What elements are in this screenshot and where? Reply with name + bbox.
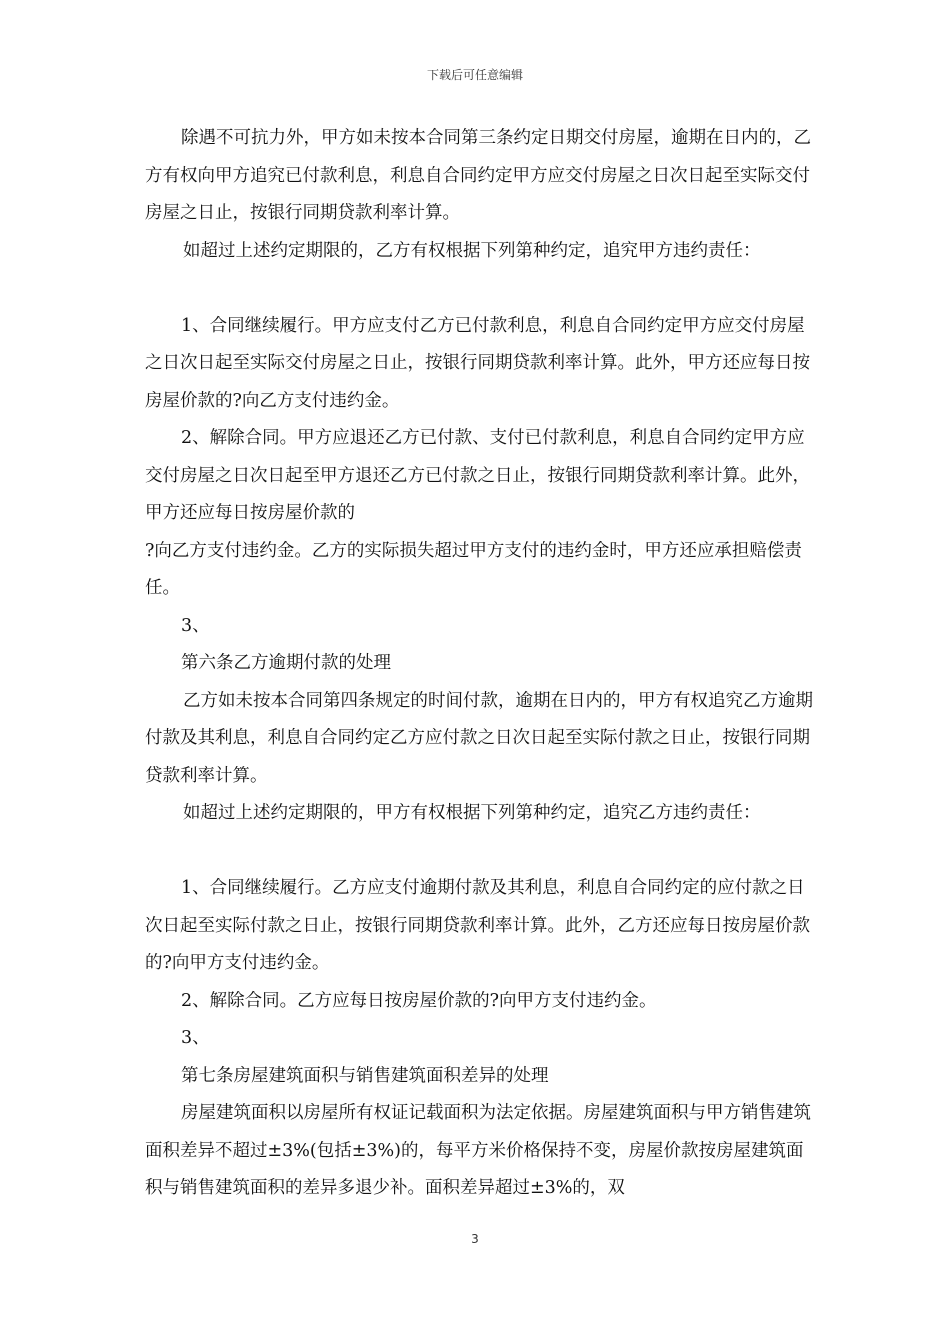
paragraph-seller-option-2: 2、解除合同。甲方应退还乙方已付款、支付已付款利息，利息自合同约定甲方应交付房屋之日次日起至甲方退还乙方已付款之日止，按银行同期贷款利率计算。此外，甲方还应每日按房屋价款的 xyxy=(145,428,810,523)
paragraph-buyer-option-1: 1、合同继续履行。乙方应支付逾期付款及其利息，利息自合同约定的应付款之日次日起至实际付款之日止，按银行同期贷款利率计算。此外，乙方还应每日按房屋价款的?向甲方支付违约金。 xyxy=(145,878,810,973)
paragraph-seller-option-3: 3、 xyxy=(181,615,210,636)
page-number: 3 xyxy=(471,1232,479,1246)
paragraph-buyer-option-3: 3、 xyxy=(181,1028,210,1048)
paragraph-buyer-breach-intro: 如超过上述约定期限的，甲方有权根据下列第种约定，追究乙方违约责任： xyxy=(183,803,761,823)
paragraph-seller-breach-intro: 如超过上述约定期限的，乙方有权根据下列第种约定，追究甲方违约责任： xyxy=(183,240,761,261)
paragraph-seller-option-2-cont: ?向乙方支付违约金。乙方的实际损失超过甲方支付的违约金时，甲方还应承担赔偿责任。 xyxy=(145,540,802,598)
page-header: 下载后可任意编辑 xyxy=(426,68,523,82)
paragraph-seller-option-1: 1、合同继续履行。甲方应支付乙方已付款利息，利息自合同约定甲方应交付房屋之日次日起至实际交付房屋之日止，按银行同期贷款利率计算。此外，甲方还应每日按房屋价款的?向乙方支付违约金。 xyxy=(145,315,810,411)
article-7-heading: 第七条房屋建筑面积与销售建筑面积差异的处理 xyxy=(181,1065,549,1086)
blank-line xyxy=(145,270,815,308)
document-body xyxy=(145,120,815,1208)
paragraph-buyer-late-payment: 乙方如未按本合同第四条规定的时间付款，逾期在日内的，甲方有权追究乙方逾期付款及其利息，利息自合同约定乙方应付款之日次日起至实际付款之日止，按银行同期贷款利率计算。 xyxy=(145,690,813,786)
blank-line xyxy=(145,833,815,871)
paragraph-force-majeure: 除遇不可抗力外，甲方如未按本合同第三条约定日期交付房屋，逾期在日内的，乙方有权向甲方追究已付款利息，利息自合同约定甲方应交付房屋之日次日起至实际交付房屋之日止，按银行同期贷款利率计算。 xyxy=(145,128,811,223)
paragraph-area-difference: 房屋建筑面积以房屋所有权证记载面积为法定依据。房屋建筑面积与甲方销售建筑面积差异不超过±3%(包括±3%)的，每平方米价格保持不变，房屋价款按房屋建筑面积与销售建筑面积的差异多退少补。面积差异超过±3%的，双 xyxy=(145,1103,811,1198)
paragraph-buyer-option-2: 2、解除合同。乙方应每日按房屋价款的?向甲方支付违约金。 xyxy=(181,990,657,1011)
article-6-heading: 第六条乙方逾期付款的处理 xyxy=(181,653,391,673)
